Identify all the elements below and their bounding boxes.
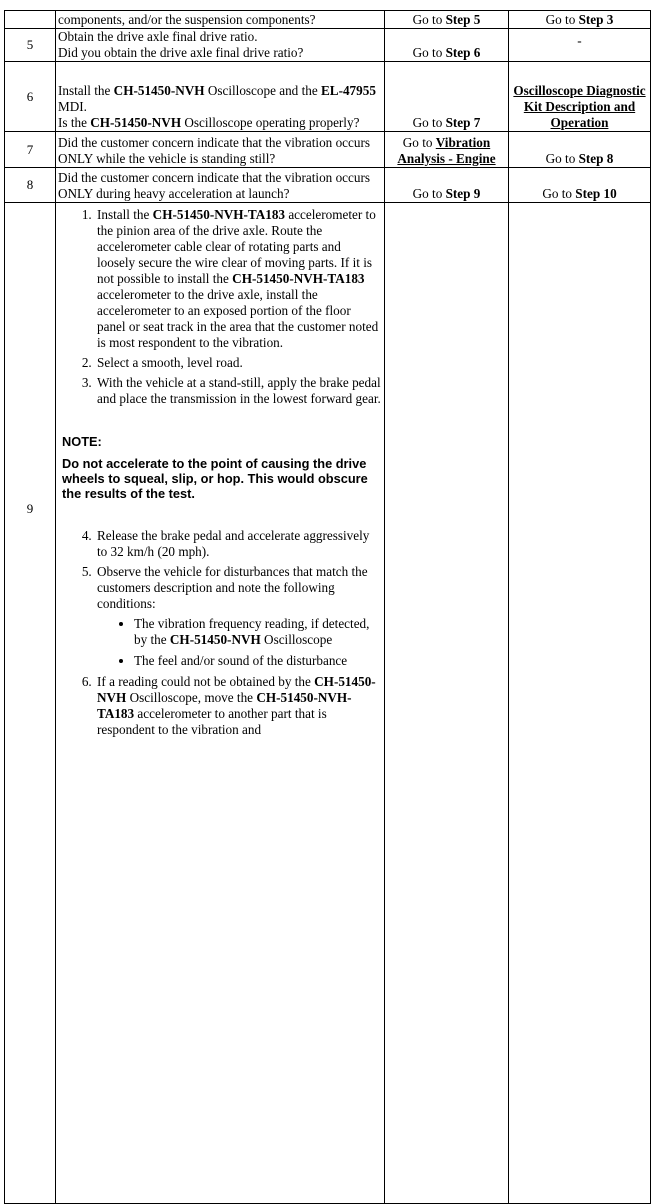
text-fragment: MDI. [58,99,87,114]
yes-action [385,132,509,168]
step-description [56,62,385,132]
text-fragment: accelerometer to the drive axle, install the accelerometer to an exposed portion of the floor panel or seat track in the area that the customer noted is most respondent to the vibration. [97,287,379,350]
step-3-ref: Step 3 [578,12,614,27]
text-fragment: Oscilloscope [260,632,333,647]
no-action [509,11,651,29]
procedure-step [95,564,382,669]
procedure-step: 4. Release the brake pedal and accelerate aggressively to 32 km/h (20 mph). [95,528,382,560]
go-to-label: Go to [412,12,446,27]
no-action [509,168,651,203]
step-number: 8 [5,168,56,203]
yes-action [385,29,509,62]
instruction-text [58,83,382,115]
no-action [509,203,651,1204]
text-fragment: The vibration frequency reading, if detected, by the [134,616,370,647]
instruction-text: Obtain the drive axle final drive ratio. [58,29,258,44]
note-text: Do not accelerate to the point of causing the drive wheels to squeal, slip, or hop. This would obscure the results of the test. [62,456,368,501]
condition-item [134,616,382,648]
oscilloscope-kit-link[interactable]: Oscilloscope Diagnostic Kit Description and Operation [513,83,646,130]
yes-action [385,11,509,29]
step-number [5,203,56,1204]
yes-action [385,168,509,203]
text-fragment: Oscilloscope, move the [126,690,257,705]
question-text: Did you obtain the drive axle final drive ratio? [58,45,304,60]
tool-name: CH-51450-NVH-TA183 [97,690,352,721]
text-fragment: If a reading could not be obtained by the [97,674,315,689]
step-6-ref: Step 6 [445,45,481,60]
table-row [5,203,651,1204]
procedure-step: 2. Select a smooth, level road. [95,355,382,371]
table-row [5,62,651,132]
step-9-ref: Step 9 [445,186,481,201]
go-to-label: Go to [412,186,446,201]
step-description [56,29,385,62]
tool-name: CH-51450-NVH [169,632,261,647]
tool-name: CH-51450-NVH [90,115,182,130]
note-block [62,434,382,501]
table-row [5,11,651,29]
go-to-label: Go to [412,115,446,130]
table-row [5,132,651,168]
table-row [5,168,651,203]
procedure-step [95,207,382,351]
step-description [56,203,385,1204]
tool-name: EL-47955 [320,83,376,98]
procedure-step [95,674,382,738]
tool-name: CH-51450-NVH [113,83,205,98]
procedure-step-text: 5. Observe the vehicle for disturbances that match the customers description and note the following conditions: [97,564,368,611]
step-7-ref: Step 7 [445,115,481,130]
step-number: 5 [5,29,56,62]
go-to-label: Go to [545,151,579,166]
go-to-label: Go to [545,12,579,27]
question-text: components, and/or the suspension components? [58,12,316,27]
tool-name: CH-51450-NVH [97,674,376,705]
question-text [58,115,382,131]
text-fragment: accelerometer to another part that is respondent to the vibration and [97,706,327,737]
table-row [5,29,651,62]
no-action [509,29,651,62]
procedure-step-text: 3. With the vehicle at a stand-still, apply the brake pedal and place the transmission in the lowest forward gear. [97,375,381,406]
tool-name: CH-51450-NVH-TA183 [152,207,286,222]
procedure-list [58,207,382,738]
yes-action [385,62,509,132]
go-to-label: Go to [412,45,446,60]
step-number: 6 [5,62,56,132]
text-fragment: accelerometer to the pinion area of the drive axle. Route the accelerometer cable clear of rotating parts and loosely secure the wire clear of moving parts. If it is not possible to install the [97,207,376,286]
question-text: Did the customer concern indicate that the vibration occurs ONLY while the vehicle is standing still? [56,132,385,168]
step-number [5,11,56,29]
step-description [56,11,385,29]
text-fragment: Oscilloscope operating properly? [181,115,360,130]
condition-item: • The feel and/or sound of the disturbance [134,653,382,669]
vibration-analysis-engine-link[interactable]: Vibration Analysis - Engine [397,135,496,166]
step-number: 7 [5,132,56,168]
go-to-label: Go to [402,135,436,150]
step-8-ref: Step 8 [578,151,614,166]
no-action [509,132,651,168]
step-10-ref: Step 10 [575,186,617,201]
step-9-number: 9 [26,501,34,516]
diagnostic-table [4,10,651,1204]
step-5-ref: Step 5 [445,12,481,27]
procedure-step [62,375,382,501]
text-fragment: Install the [97,207,153,222]
text-fragment: Oscilloscope and the [204,83,321,98]
note-label: NOTE: [62,434,102,449]
go-to-label: Go to [542,186,576,201]
text-fragment: Is the [58,115,91,130]
no-action-dash: - [577,33,582,48]
tool-name: CH-51450-NVH-TA183 [232,271,365,286]
no-action [509,62,651,132]
question-text: Did the customer concern indicate that the vibration occurs ONLY during heavy acceleration at launch? [56,168,385,203]
condition-list [97,616,382,669]
yes-action [385,203,509,1204]
text-fragment: Install the [58,83,114,98]
